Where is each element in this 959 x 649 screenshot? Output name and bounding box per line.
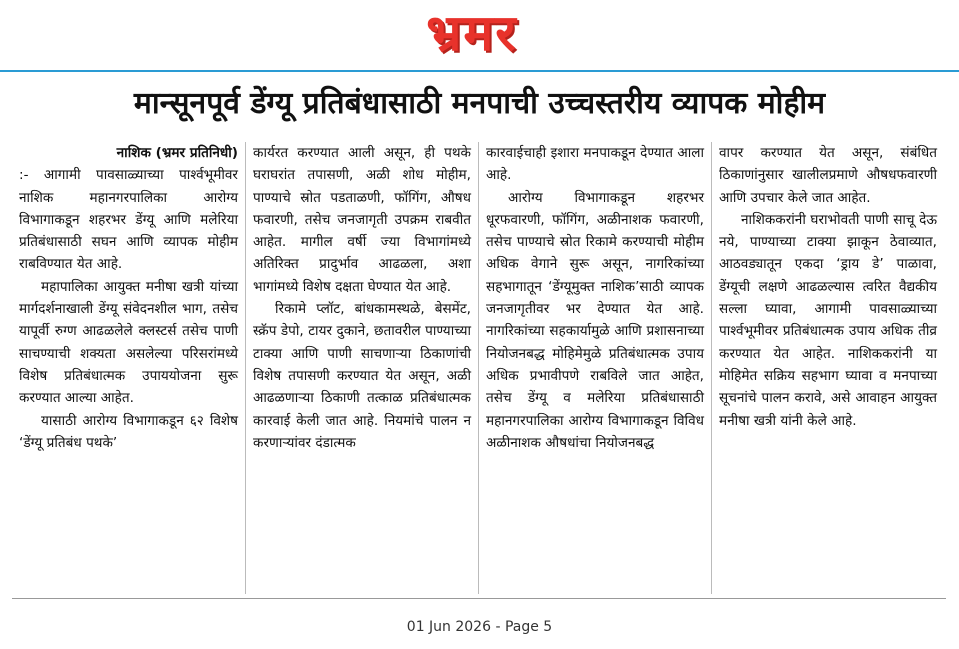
article-paragraph: :- आगामी पावसाळ्याच्या पार्श्वभूमीवर नाशिक महानगरपालिका आरोग्य विभागाकडून शहरभर डेंग्यू आणि मलेरिया प्रतिबंधासाठी सघन आणि व्यापक मोहीम राबविण्यात येत आहे. — [19, 167, 238, 273]
article-paragraph: कार्यरत करण्यात आली असून, ही पथके घराघरांत तपासणी, अळी शोध मोहीम, पाण्याचे स्रोत पडताळणी, फॉगिंग, औषध फवारणी, तसेच जनजागृती उपक्रम राबवीत आहेत. मागील वर्षी ज्या विभागांमध्ये अतिरिक्त प्रादुर्भाव आढळला, अशा भागांमध्ये विशेष दक्षता घेण्यात येत आहे. — [253, 145, 471, 295]
article-paragraph: कारवाईचाही इशारा मनपाकडून देण्यात आला आहे. — [486, 145, 704, 184]
newspaper-logo: भ्रमर — [426, 4, 518, 62]
article-paragraph: नाशिककरांनी घराभोवती पाणी साचू देऊ नये, पाण्याच्या टाक्या झाकून ठेवाव्यात, आठवड्यातून एकदा ‘ड्राय डे’ पाळावा, डेंग्यूची लक्षणे आढळल्यास त्वरित वैद्यकीय सल्ला घ्यावा, आगामी पावसाळ्याच्या पार्श्वभूमीवर प्रतिबंधात्मक उपाय अधिक तीव्र करण्यात येत आहेत. नाशिककरांनी या मोहिमेत सक्रिय सहभाग घ्यावा व मनपाच्या सूचनांचे पालन करावे, असे आवाहन आयुक्त मनीषा खत्री यांनी केले आहे. — [719, 211, 937, 429]
article-column-4 — [711, 142, 944, 594]
article-column-2 — [245, 142, 478, 594]
article-byline: नाशिक (भ्रमर प्रतिनिधी) — [116, 145, 238, 161]
article-body — [12, 142, 946, 594]
article-headline: मान्सूनपूर्व डेंग्यू प्रतिबंधासाठी मनपाची उच्चस्तरीय व्यापक मोहीम — [133, 86, 826, 121]
article-paragraph: रिकामे प्लॉट, बांधकामस्थळे, बेसमेंट, स्क्रॅप डेपो, टायर दुकाने, छतावरील पाण्याच्या टाक्या आणि पाणी साचणाऱ्या ठिकाणांची विशेष तपासणी करण्यात येत असून, अळी आढळणाऱ्या ठिकाणी तत्काळ प्रतिबंधात्मक कारवाई केली जात आहे. नियमांचे पालन न करणाऱ्यांवर दंडात्मक — [253, 301, 471, 451]
article-paragraph: वापर करण्यात येत असून, संबंधित ठिकाणांनुसार खालीलप्रमाणे औषधफवारणी आणि उपचार केले जात आहेत. — [719, 145, 937, 206]
article-paragraph: यासाठी आरोग्य विभागाकडून ६२ विशेष ‘डेंग्यू प्रतिबंध पथके’ — [19, 412, 238, 451]
masthead — [0, 0, 959, 70]
article-column-1 — [12, 142, 245, 594]
masthead-divider — [0, 70, 959, 72]
page-footer: 01 Jun 2026 - Page 5 — [406, 619, 553, 635]
article-paragraph: आरोग्य विभागाकडून शहरभर धूरफवारणी, फॉगिंग, अळीनाशक फवारणी, तसेच पाण्याचे स्रोत रिकामे करण्याची मोहीम अधिक वेगाने सुरू असून, नागरिकांच्या सहभागातून ‘डेंग्यूमुक्त नाशिक’साठी व्यापक जनजागृतीवर भर देण्यात येत आहे. नागरिकांच्या सहकार्यामुळे आणि प्रशासनाच्या नियोजनबद्ध मोहिमेमुळे प्रतिबंधात्मक उपाय अधिक प्रभावीपणे राबविले जात आहेत, तसेच डेंग्यू व मलेरिया प्रतिबंधासाठी महानगरपालिका आरोग्य विभागाकडून विविध अळीनाशक औषधांचा नियोजनबद्ध — [486, 189, 704, 451]
footer-divider — [12, 598, 946, 599]
article-column-3 — [478, 142, 711, 594]
article-paragraph: महापालिका आयुक्त मनीषा खत्री यांच्या मार्गदर्शनाखाली डेंग्यू संवेदनशील भाग, तसेच यापूर्वी रुग्ण आढळलेले क्लस्टर्स तसेच पाणी साचण्याची शक्यता असलेल्या परिसरांमध्ये विशेष प्रतिबंधात्मक उपाययोजना सुरू करण्यात आल्या आहेत. — [19, 278, 238, 407]
